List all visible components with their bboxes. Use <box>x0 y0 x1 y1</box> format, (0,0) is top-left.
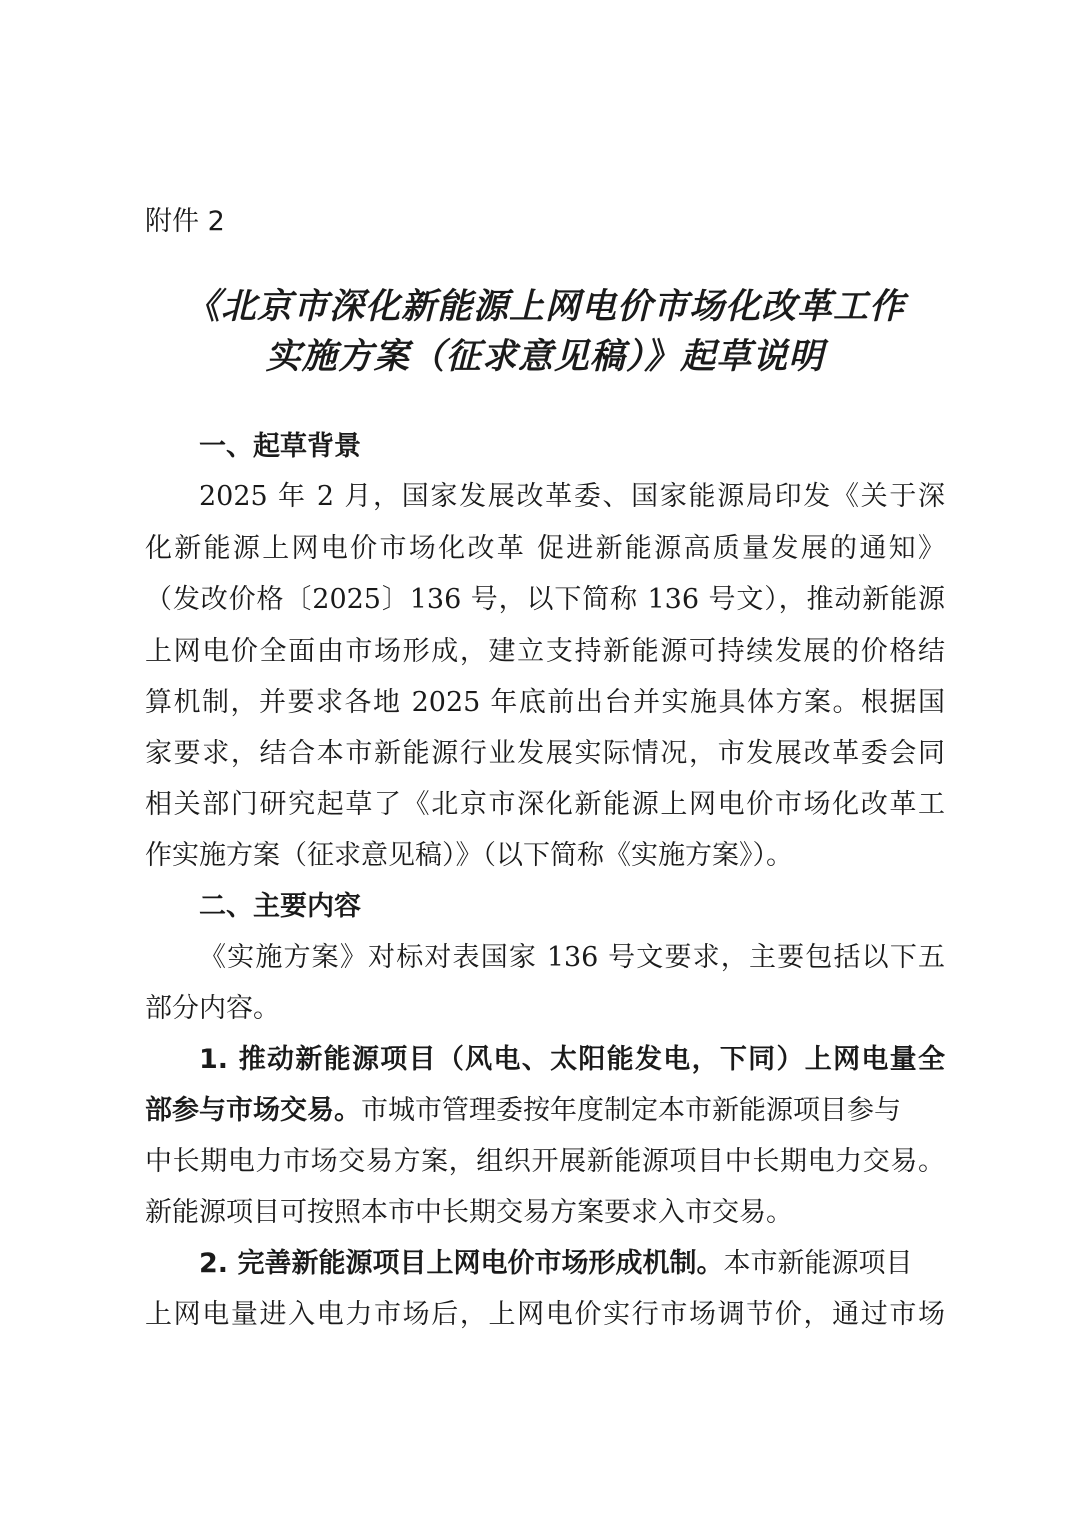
paragraph-line: 上网电价全面由市场形成，建立支持新能源可持续发展的价格结 <box>145 636 945 667</box>
attachment-label: 附件 2 <box>145 206 225 237</box>
paragraph-line: 新能源项目可按照本市中长期交易方案要求入市交易。 <box>145 1197 793 1228</box>
item-1-text: 市城市管理委按年度制定本市新能源项目参与 <box>361 1095 901 1126</box>
item-2-heading: 2. 完善新能源项目上网电价市场形成机制。 <box>199 1248 724 1279</box>
paragraph-line: 算机制，并要求各地 2025 年底前出台并实施具体方案。根据国 <box>145 687 945 718</box>
item-2-line-1 <box>199 1242 945 1286</box>
section-1-heading: 一、起草背景 <box>199 431 361 462</box>
item-2-text: 本市新能源项目 <box>723 1248 913 1279</box>
paragraph-line: 中长期电力市场交易方案，组织开展新能源项目中长期电力交易。 <box>145 1146 945 1177</box>
item-1-heading-line: 1. 推动新能源项目（风电、太阳能发电，下同）上网电量全 <box>199 1044 945 1075</box>
paragraph-line: （发改价格〔2025〕136 号，以下简称 136 号文），推动新能源 <box>145 584 945 615</box>
document-title-line-2: 实施方案（征求意见稿）》起草说明 <box>265 336 825 377</box>
paragraph-line: 作实施方案（征求意见稿）》（以下简称《实施方案》）。 <box>145 840 793 871</box>
paragraph-line: 上网电量进入电力市场后，上网电价实行市场调节价，通过市场 <box>145 1299 945 1330</box>
item-1-heading-end: 部参与市场交易。 <box>145 1095 361 1126</box>
paragraph-line: 2025 年 2 月，国家发展改革委、国家能源局印发《关于深 <box>199 481 945 512</box>
document-title-line-1: 《北京市深化新能源上网电价市场化改革工作 <box>184 286 905 327</box>
section-2-heading: 二、主要内容 <box>199 891 361 922</box>
paragraph-line: 部分内容。 <box>145 993 280 1024</box>
paragraph-line: 相关部门研究起草了《北京市深化新能源上网电价市场化改革工 <box>145 789 945 820</box>
paragraph-line: 《实施方案》对标对表国家 136 号文要求，主要包括以下五 <box>199 942 945 973</box>
item-1-line-2 <box>145 1089 945 1133</box>
paragraph-line: 家要求，结合本市新能源行业发展实际情况，市发展改革委会同 <box>145 738 945 769</box>
paragraph-line: 化新能源上网电价市场化改革 促进新能源高质量发展的通知》 <box>145 533 945 564</box>
